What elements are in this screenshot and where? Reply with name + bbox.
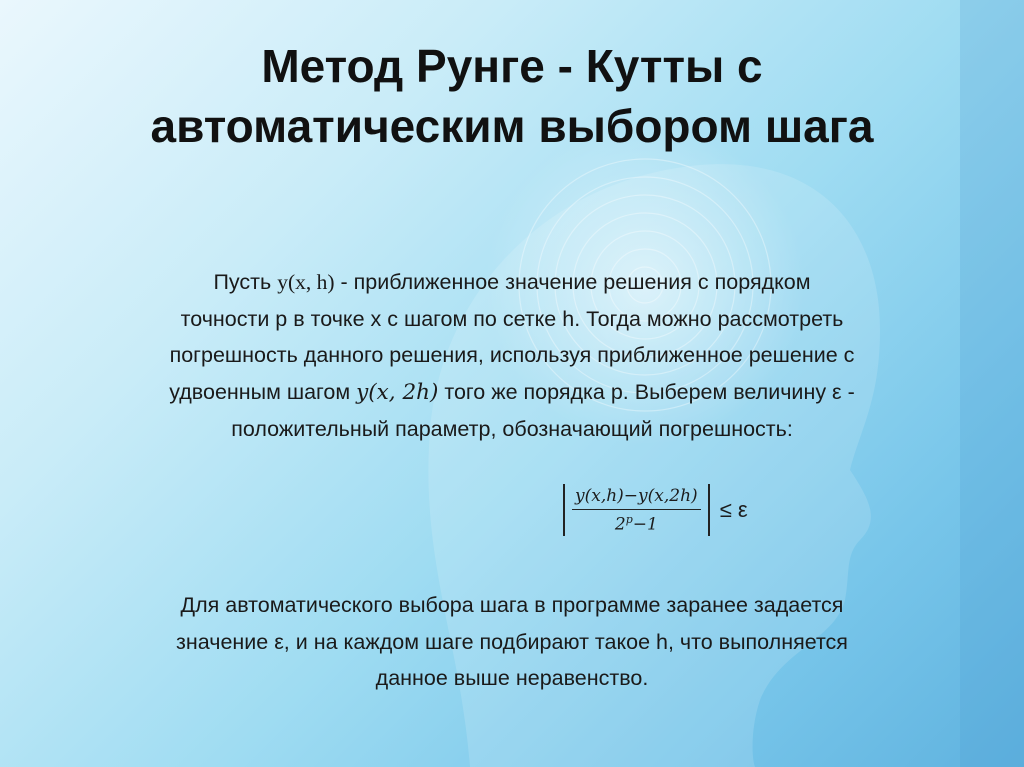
- title-line-1: Метод Рунге - Кутты с: [261, 40, 763, 92]
- intro-line-3: погрешность данного решения, используя приближенное решение с: [169, 343, 855, 367]
- conclusion-line-3: данное выше неравенство.: [375, 666, 649, 690]
- absolute-value-bars: [563, 484, 710, 537]
- fraction: [572, 486, 701, 535]
- error-inequality-formula: [563, 482, 748, 538]
- denominator-rest: −1: [632, 514, 658, 535]
- title-line-2: автоматическим выбором шага: [150, 100, 874, 152]
- denominator-base: 2: [614, 514, 626, 535]
- less-equal-epsilon: ≤ ε: [719, 497, 748, 522]
- conclusion-paragraph: [40, 587, 984, 697]
- conclusion-line-2: значение ε, и на каждом шаге подбирают такое h, что выполняется: [176, 629, 848, 654]
- intro-line-1-pre: Пусть: [213, 270, 278, 294]
- intro-paragraph: [40, 264, 984, 448]
- intro-line-4-post: того же порядка p. Выберем величину ε -: [438, 379, 855, 404]
- y-x-h-expression: y(x, h): [277, 270, 335, 294]
- fraction-denominator: [615, 510, 658, 535]
- intro-line-1-post: - приближенное значение решения с порядком: [334, 270, 811, 294]
- intro-line-5: положительный параметр, обозначающий погрешность:: [231, 417, 793, 441]
- denominator-exponent: p: [625, 512, 633, 526]
- fraction-numerator: y(x,h)−y(x,2h): [572, 486, 701, 510]
- slide-title: [40, 36, 984, 156]
- intro-line-4: [40, 374, 984, 412]
- intro-line-2: точности p в точке x с шагом по сетке h. Тогда можно рассмотреть: [180, 306, 844, 331]
- intro-line-1: [40, 264, 984, 301]
- conclusion-line-1: Для автоматического выбора шага в программе заранее задается: [180, 593, 844, 617]
- intro-line-4-pre: удвоенным шагом: [169, 379, 357, 404]
- y-x-2h-expression: y(x, 2h): [356, 379, 439, 405]
